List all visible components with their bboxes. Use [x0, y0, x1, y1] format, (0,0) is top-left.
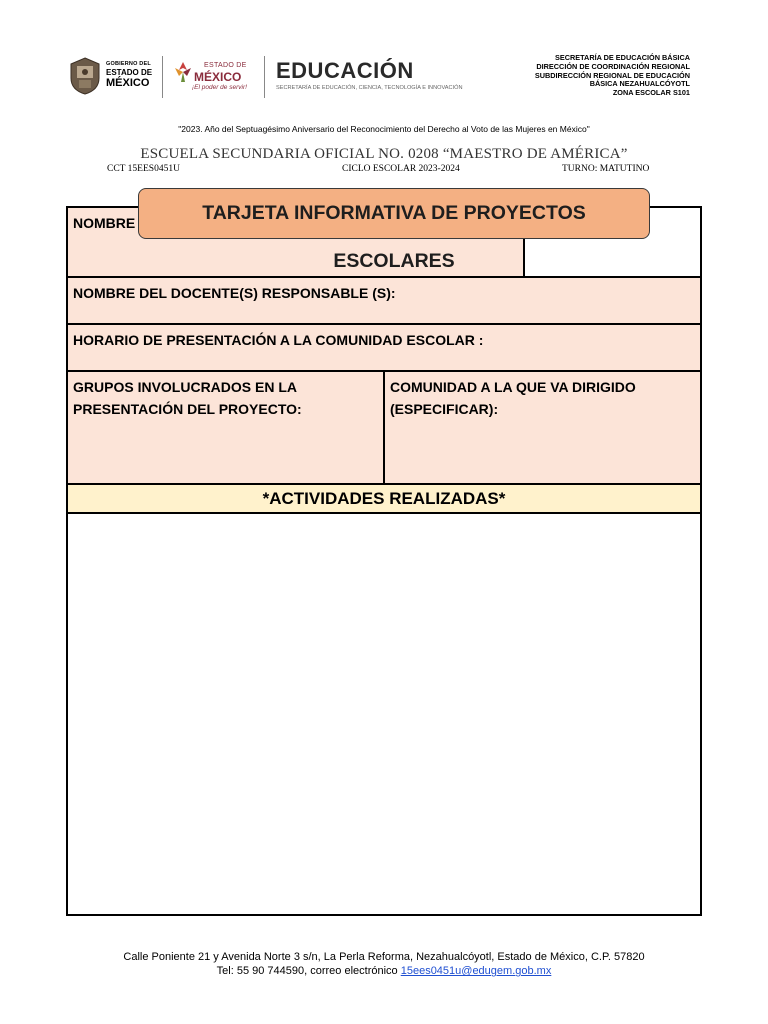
institution-line: ZONA ESCOLAR S101 — [612, 88, 690, 97]
year-motto: "2023. Año del Septuagésimo Aniversario del Reconocimiento del Derecho al Voto de las Mujeres en México" — [178, 124, 590, 134]
footer-phone: Tel: 55 90 744590, correo electrónico — [216, 965, 401, 978]
activities-header: *ACTIVIDADES REALIZADAS* — [68, 485, 700, 513]
estado-line1: ESTADO DE — [204, 62, 247, 69]
logo-divider — [264, 56, 265, 98]
gobierno-line3: MÉXICO — [106, 76, 150, 89]
groups-label: GRUPOS INVOLUCRADOS EN LA PRESENTACIÓN DEL PROYECTO: — [73, 379, 302, 418]
logo-divider — [162, 56, 163, 98]
gobierno-line1: GOBIERNO DEL — [106, 61, 151, 67]
gobierno-line2: ESTADO DE — [106, 67, 153, 77]
school-name: ESCUELA SECUNDARIA OFICIAL NO. 0208 “MAESTRO DE AMÉRICA” — [140, 146, 628, 162]
audience-field[interactable] — [385, 372, 700, 485]
footer-address: Calle Poniente 21 y Avenida Norte 3 s/n, La Perla Reforma, Nezahualcóyotl, Estado de México, C.P. 57820 — [123, 951, 645, 963]
email-link[interactable]: 15ees0451u@edugem.gob.mx — [400, 965, 552, 978]
project-name-label: NOMBRE — [73, 215, 136, 231]
project-form — [66, 206, 702, 916]
audience-label: COMUNIDAD A LA QUE VA DIRIGIDO (ESPECIFICAR): — [390, 379, 636, 418]
form-title-banner: TARJETA INFORMATIVA DE PROYECTOS ESCOLARES — [138, 188, 650, 239]
institution-block — [535, 54, 690, 98]
cct-code: CCT 15EES0451U — [107, 164, 180, 174]
educacion-subtitle: SECRETARÍA DE EDUCACIÓN, CIENCIA, TECNOLOGÍA E INNOVACIÓN — [276, 85, 463, 91]
footer — [0, 950, 768, 979]
teacher-label: NOMBRE DEL DOCENTE(S) RESPONSABLE (S): — [73, 285, 396, 301]
estado-line2: MÉXICO — [194, 70, 242, 84]
institution-line: SECRETARÍA DE EDUCACIÓN BÁSICA — [555, 53, 690, 62]
institution-line: BÁSICA NEZAHUALCÓYOTL — [589, 79, 690, 89]
activities-area[interactable] — [68, 514, 700, 912]
schedule-field[interactable] — [68, 325, 700, 370]
flower-icon — [172, 60, 194, 84]
estado-slogan: ¡El poder de servir! — [192, 84, 247, 91]
letterhead — [66, 50, 690, 106]
educacion-title: EDUCACIÓN — [276, 58, 414, 83]
institution-line: DIRECCIÓN DE COORDINACIÓN REGIONAL — [536, 61, 690, 71]
schedule-label: HORARIO DE PRESENTACIÓN A LA COMUNIDAD ESCOLAR : — [73, 332, 484, 348]
estado-de-mexico-logo — [170, 56, 256, 96]
school-shift: TURNO: MATUTINO — [562, 164, 650, 174]
groups-field[interactable] — [68, 372, 384, 485]
gobierno-logo-text — [106, 62, 152, 89]
institution-line: SUBDIRECCIÓN REGIONAL DE EDUCACIÓN — [534, 70, 690, 80]
state-seal-icon — [68, 56, 102, 96]
footer-contact — [0, 964, 768, 978]
educacion-logo — [276, 60, 463, 91]
school-cycle: CICLO ESCOLAR 2023-2024 — [342, 164, 460, 174]
